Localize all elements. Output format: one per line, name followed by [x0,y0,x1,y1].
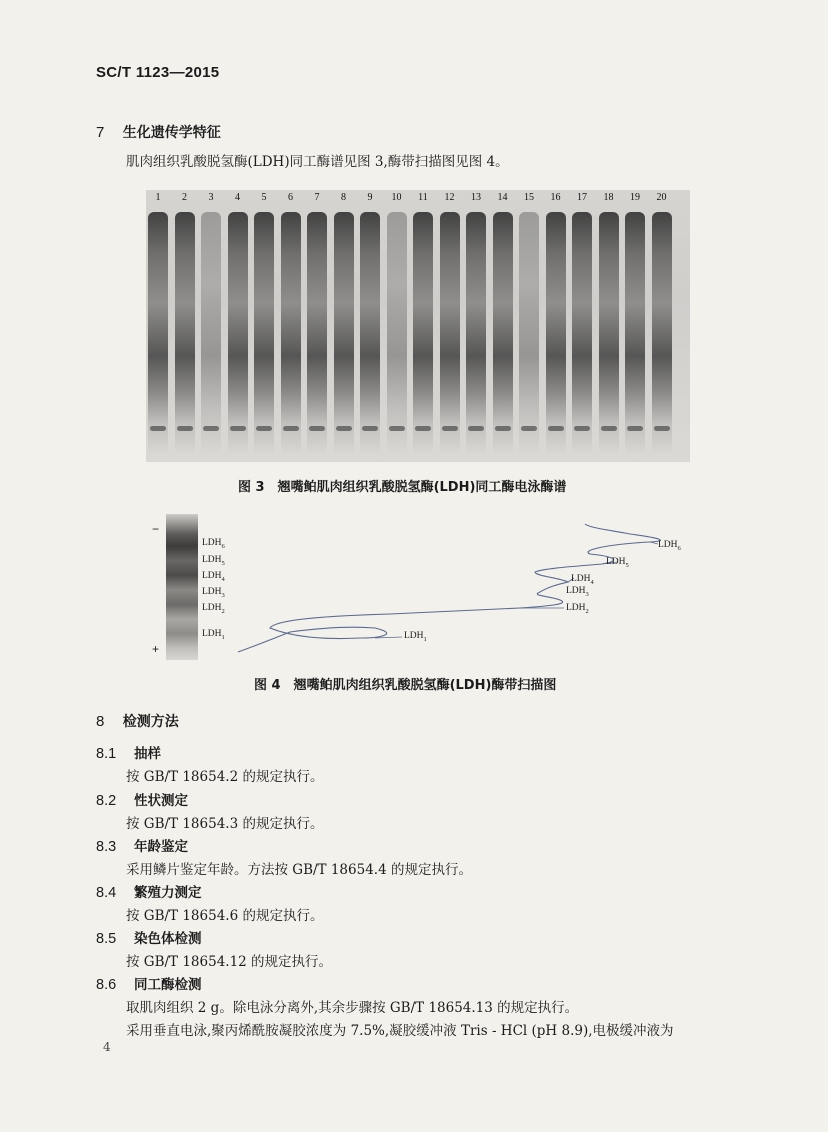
gel-lane [281,212,301,452]
subsection-8-6-heading [96,973,202,993]
lane-number-label: 18 [603,192,614,203]
gel-lane [546,212,566,452]
subsection-8-6-text-continued: 采用垂直电泳,聚丙烯酰胺凝胶浓度为 7.5%,凝胶缓冲液 Tris - HCl (pH 8.9),电极缓冲液为 [126,1023,674,1039]
plus-pole-label: + [152,642,160,656]
gel-lane [572,212,592,452]
subsection-8-6-text: 取肌肉组织 2 g。除电泳分离外,其余步骤按 GB/T 18654.13 的规定执行。 [126,1000,579,1016]
gel-lane [652,212,672,452]
lane-number-label: 4 [235,192,240,203]
scan-label-ldh2: $LDH_2$ [566,603,589,615]
subsection-8-3-text: 采用鳞片鉴定年龄。方法按 GB/T 18654.4 的规定执行。 [126,862,472,878]
scan-label-ldh4: $LDH_4$ [571,574,594,586]
gel-lane [413,212,433,452]
section-7-heading [96,122,221,142]
lane-number-label: 15 [524,192,534,203]
lane-number-label: 13 [471,192,481,203]
gel-lane [148,212,168,452]
subsection-8-3-heading [96,835,188,855]
section-7-text: 肌肉组织乳酸脱氢酶(LDH)同工酶谱见图 3,酶带扫描图见图 4。 [126,154,509,170]
subsection-number: 8.3 [96,839,117,855]
densitometry-scan-trace [230,520,700,660]
lane-number-label: 16 [550,192,561,203]
gel-lane [519,212,539,452]
gel-lane [599,212,619,452]
section-8-heading [96,711,179,731]
subsection-title: 性状测定 [134,793,188,809]
scan-label-ldh5: $LDH_5$ [606,557,629,569]
gel-lane [254,212,274,452]
section-title: 检测方法 [122,714,179,730]
gel-lane [440,212,460,452]
subsection-title: 染色体检测 [134,931,202,947]
subsection-8-1-heading [96,742,161,762]
strip-label-ldh3: $LDH_3$ [202,587,225,599]
subsection-8-4-heading [96,881,202,901]
subsection-title: 同工酶检测 [134,977,202,993]
strip-label-ldh2: $LDH_2$ [202,603,225,615]
scan-label-ldh3: $LDH_3$ [566,586,589,598]
lane-number-label: 14 [497,192,508,203]
lane-number-label: 19 [630,192,640,203]
section-number: 7 [96,124,105,141]
gel-lane [175,212,195,452]
gel-lane [307,212,327,452]
subsection-number: 8.2 [96,793,117,809]
gel-lane [387,212,407,452]
lane-number-label: 2 [182,192,187,203]
lane-number-label: 11 [418,192,428,203]
scan-label-ldh6: $LDH_6$ [658,540,681,552]
lane-number-label: 12 [444,192,455,203]
lane-number-label: 17 [577,192,587,203]
subsection-number: 8.6 [96,977,117,993]
subsection-number: 8.1 [96,746,117,762]
figure-4-caption: 图 4 翘嘴鲌肌肉组织乳酸脱氢酶(LDH)酶带扫描图 [254,678,557,693]
lane-number-label: 3 [208,192,214,203]
subsection-8-1-text: 按 GB/T 18654.2 的规定执行。 [126,769,324,785]
lane-number-label: 8 [341,192,346,203]
strip-label-ldh1: $LDH_1$ [202,629,225,641]
zymogram-strip-image [166,514,198,660]
gel-lane [466,212,486,452]
gel-lane [334,212,354,452]
document-code: SC/T 1123—2015 [96,64,220,81]
scan-label-ldh1: $LDH_1$ [404,631,427,643]
minus-pole-label: − [152,522,160,536]
gel-lane [360,212,380,452]
section-title: 生化遗传学特征 [122,125,221,141]
subsection-8-2-text: 按 GB/T 18654.3 的规定执行。 [126,816,324,832]
electrophoresis-gel-image [146,190,690,462]
gel-lane [625,212,645,452]
lane-number-label: 1 [155,192,161,203]
strip-label-ldh4: $LDH_4$ [202,571,225,583]
lane-number-label: 7 [314,192,320,203]
page-number: 4 [103,1040,111,1054]
section-number: 8 [96,713,105,730]
strip-label-ldh6: $LDH_6$ [202,538,225,550]
subsection-number: 8.5 [96,931,117,947]
lane-number-label: 9 [367,192,373,203]
subsection-8-5-heading [96,927,202,947]
subsection-number: 8.4 [96,885,117,901]
lane-number-label: 6 [288,192,293,203]
subsection-8-5-text: 按 GB/T 18654.12 的规定执行。 [126,954,333,970]
gel-lane [201,212,221,452]
subsection-title: 繁殖力测定 [134,885,202,901]
lane-number-label: 10 [391,192,402,203]
subsection-8-2-heading [96,789,188,809]
lane-number-label: 5 [261,192,267,203]
lane-number-label: 20 [656,192,667,203]
gel-lane [493,212,513,452]
subsection-title: 年龄鉴定 [134,839,188,855]
gel-lane [228,212,248,452]
strip-label-ldh5: $LDH_5$ [202,555,225,567]
subsection-title: 抽样 [134,746,161,762]
figure-3-caption: 图 3 翘嘴鲌肌肉组织乳酸脱氢酶(LDH)同工酶电泳酶谱 [238,480,567,495]
subsection-8-4-text: 按 GB/T 18654.6 的规定执行。 [126,908,324,924]
